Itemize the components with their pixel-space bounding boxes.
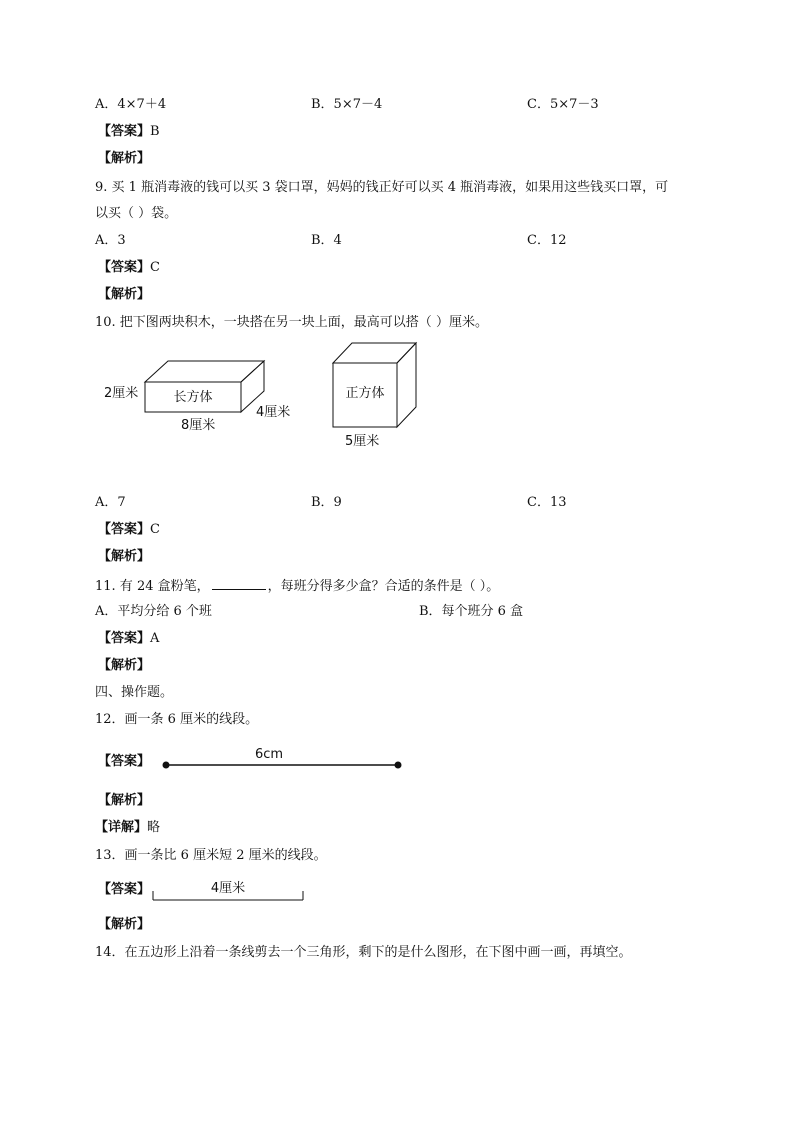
option-c: C．5×7－3 [527,97,599,112]
option-b: B．5×7－4 [311,97,383,112]
cuboid-width-label: 4厘米 [256,405,291,420]
question-13-stem: 13．画一条比 6 厘米短 2 厘米的线段。 [95,848,327,863]
segment-label: 6cm [254,747,284,762]
option-a: A．平均分给 6 个班 [95,604,212,619]
detail-label: 【详解】 [95,820,148,835]
answer-label: 【答案】 [98,882,151,897]
analysis-label: 【解析】 [98,658,151,673]
blocks-figure [100,335,440,460]
answer-value: B [150,124,160,139]
option-c: C．13 [527,495,567,510]
detail-value: 略 [147,820,161,835]
question-12-stem: 12．画一条 6 厘米的线段。 [95,712,259,727]
answer-label: 【答案】 [98,631,151,646]
analysis-label: 【解析】 [98,287,151,302]
answer-label: 【答案】 [98,124,151,139]
option-b: B．每个班分 6 盒 [419,604,524,619]
answer-line [98,522,160,538]
option-b: B．4 [311,233,342,248]
fill-blank [212,577,266,590]
cuboid-height-label: 2厘米 [104,386,139,401]
answer-value: C [150,260,160,275]
segment-6cm-figure [155,742,415,774]
question-9-line-1: 9. 买 1 瓶消毒液的钱可以买 3 袋口罩，妈妈的钱正好可以买 4 瓶消毒液，如果用这些钱买口罩，可 [95,180,669,195]
segment-4cm-figure [148,872,308,904]
section-heading: 四、操作题。 [95,685,174,700]
answer-label: 【答案】 [98,754,151,769]
answer-line [98,631,159,647]
answer-line [98,124,160,140]
cube-edge-label: 5厘米 [345,434,380,449]
detail-line [95,820,160,836]
question-9-line-2: 以买（ ）袋。 [95,206,178,221]
analysis-label: 【解析】 [98,917,151,932]
question-11-stem-a: 11. 有 24 盒粉笔， [95,579,210,594]
cube [333,343,416,449]
segment-endpoint-left [163,762,170,769]
cube-label: 正方体 [345,386,385,401]
cuboid-length-label: 8厘米 [181,418,216,433]
answer-value: A [150,631,160,646]
answer-value: C [150,522,160,537]
cuboid-label: 长方体 [173,390,213,405]
analysis-label: 【解析】 [98,793,151,808]
analysis-label: 【解析】 [98,151,151,166]
analysis-label: 【解析】 [98,549,151,564]
question-11-stem-b: ，每班分得多少盒？合适的条件是（ ）。 [267,579,500,594]
question-14-stem: 14．在五边形上沿着一条线剪去一个三角形，剩下的是什么图形，在下图中画一画，再填空。 [95,945,632,960]
question-10-stem: 10. 把下图两块积木，一块搭在另一块上面，最高可以搭（ ）厘米。 [95,315,488,330]
option-a: A．7 [95,495,126,510]
option-b: B．9 [311,495,342,510]
segment-label: 4厘米 [210,881,246,896]
question-11-stem [95,577,499,595]
segment-endpoint-right [395,762,402,769]
cuboid [104,361,290,433]
option-c: C．12 [527,233,567,248]
option-a: A．4×7＋4 [95,97,167,112]
answer-line [98,260,160,276]
answer-label: 【答案】 [98,260,151,275]
answer-label: 【答案】 [98,522,151,537]
option-a: A．3 [95,233,126,248]
